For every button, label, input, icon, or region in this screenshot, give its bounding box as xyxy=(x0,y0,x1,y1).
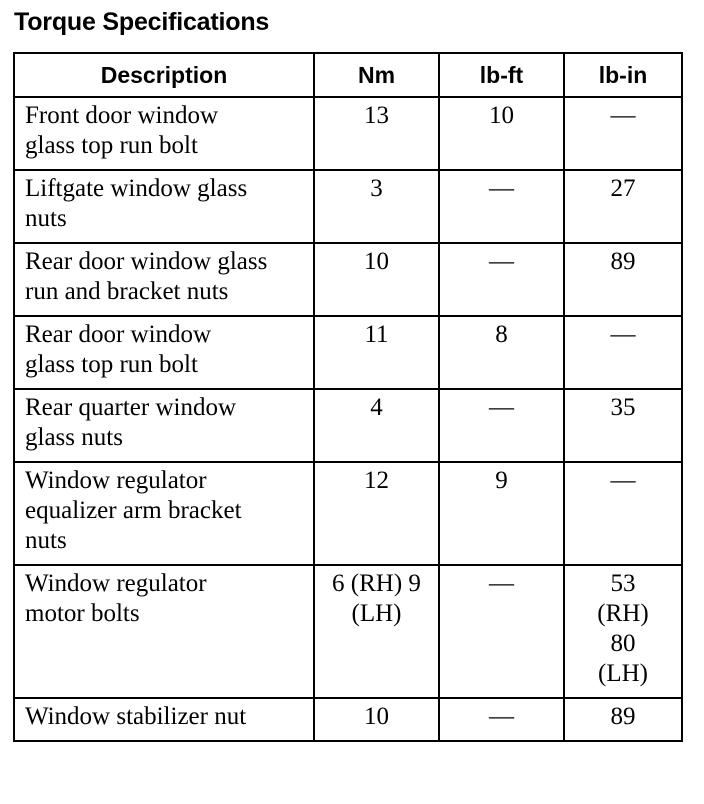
cell-description xyxy=(14,698,314,741)
cell-lbft: — xyxy=(439,170,564,243)
description-text: Rear quarter window glass nuts xyxy=(25,394,237,451)
cell-nm: 10 xyxy=(314,698,439,741)
table-row xyxy=(14,170,682,243)
cell-nm: 12 xyxy=(314,462,439,565)
cell-lbin: 35 xyxy=(564,389,682,462)
description-text: Front door window glass top run bolt xyxy=(25,102,219,159)
table-row xyxy=(14,698,682,741)
cell-lbin: 89 xyxy=(564,243,682,316)
cell-nm: 4 xyxy=(314,389,439,462)
cell-nm: 11 xyxy=(314,316,439,389)
cell-lbft: — xyxy=(439,698,564,741)
table-row xyxy=(14,565,682,698)
cell-description xyxy=(14,565,314,698)
col-header-lbft: lb-ft xyxy=(439,53,564,97)
description-text: Window stabilizer nut xyxy=(25,703,247,730)
cell-lbin: — xyxy=(564,462,682,565)
cell-description xyxy=(14,97,314,170)
table-row xyxy=(14,316,682,389)
lbin-text: 53 (RH) 80 (LH) xyxy=(597,570,649,687)
description-text: Liftgate window glass nuts xyxy=(25,175,248,232)
cell-lbin: 89 xyxy=(564,698,682,741)
cell-nm: 10 xyxy=(314,243,439,316)
col-header-lbin: lb-in xyxy=(564,53,682,97)
page-title: Torque Specifications xyxy=(14,8,270,36)
description-text: Window regulator equalizer arm bracket nuts xyxy=(25,467,242,554)
cell-lbin: — xyxy=(564,316,682,389)
nm-text: 6 (RH) 9 (LH) xyxy=(332,570,421,627)
col-header-nm: Nm xyxy=(314,53,439,97)
cell-lbin: — xyxy=(564,97,682,170)
cell-lbin: 27 xyxy=(564,170,682,243)
cell-nm: 3 xyxy=(314,170,439,243)
cell-lbft: 9 xyxy=(439,462,564,565)
cell-description xyxy=(14,316,314,389)
table-row xyxy=(14,97,682,170)
cell-description xyxy=(14,243,314,316)
cell-nm: 13 xyxy=(314,97,439,170)
cell-description xyxy=(14,170,314,243)
cell-lbft: 8 xyxy=(439,316,564,389)
table-header-row xyxy=(14,53,682,97)
description-text: Window regulator motor bolts xyxy=(25,570,207,627)
cell-lbin xyxy=(564,565,682,698)
cell-lbft: — xyxy=(439,565,564,698)
cell-lbft: — xyxy=(439,243,564,316)
table-row xyxy=(14,389,682,462)
cell-lbft: 10 xyxy=(439,97,564,170)
cell-nm xyxy=(314,565,439,698)
table-row xyxy=(14,462,682,565)
cell-description xyxy=(14,462,314,565)
cell-lbft: — xyxy=(439,389,564,462)
cell-description xyxy=(14,389,314,462)
torque-spec-table xyxy=(13,52,683,742)
table-row xyxy=(14,243,682,316)
col-header-description: Description xyxy=(14,53,314,97)
description-text: Rear door window glass run and bracket nuts xyxy=(25,248,268,305)
description-text: Rear door window glass top run bolt xyxy=(25,321,212,378)
